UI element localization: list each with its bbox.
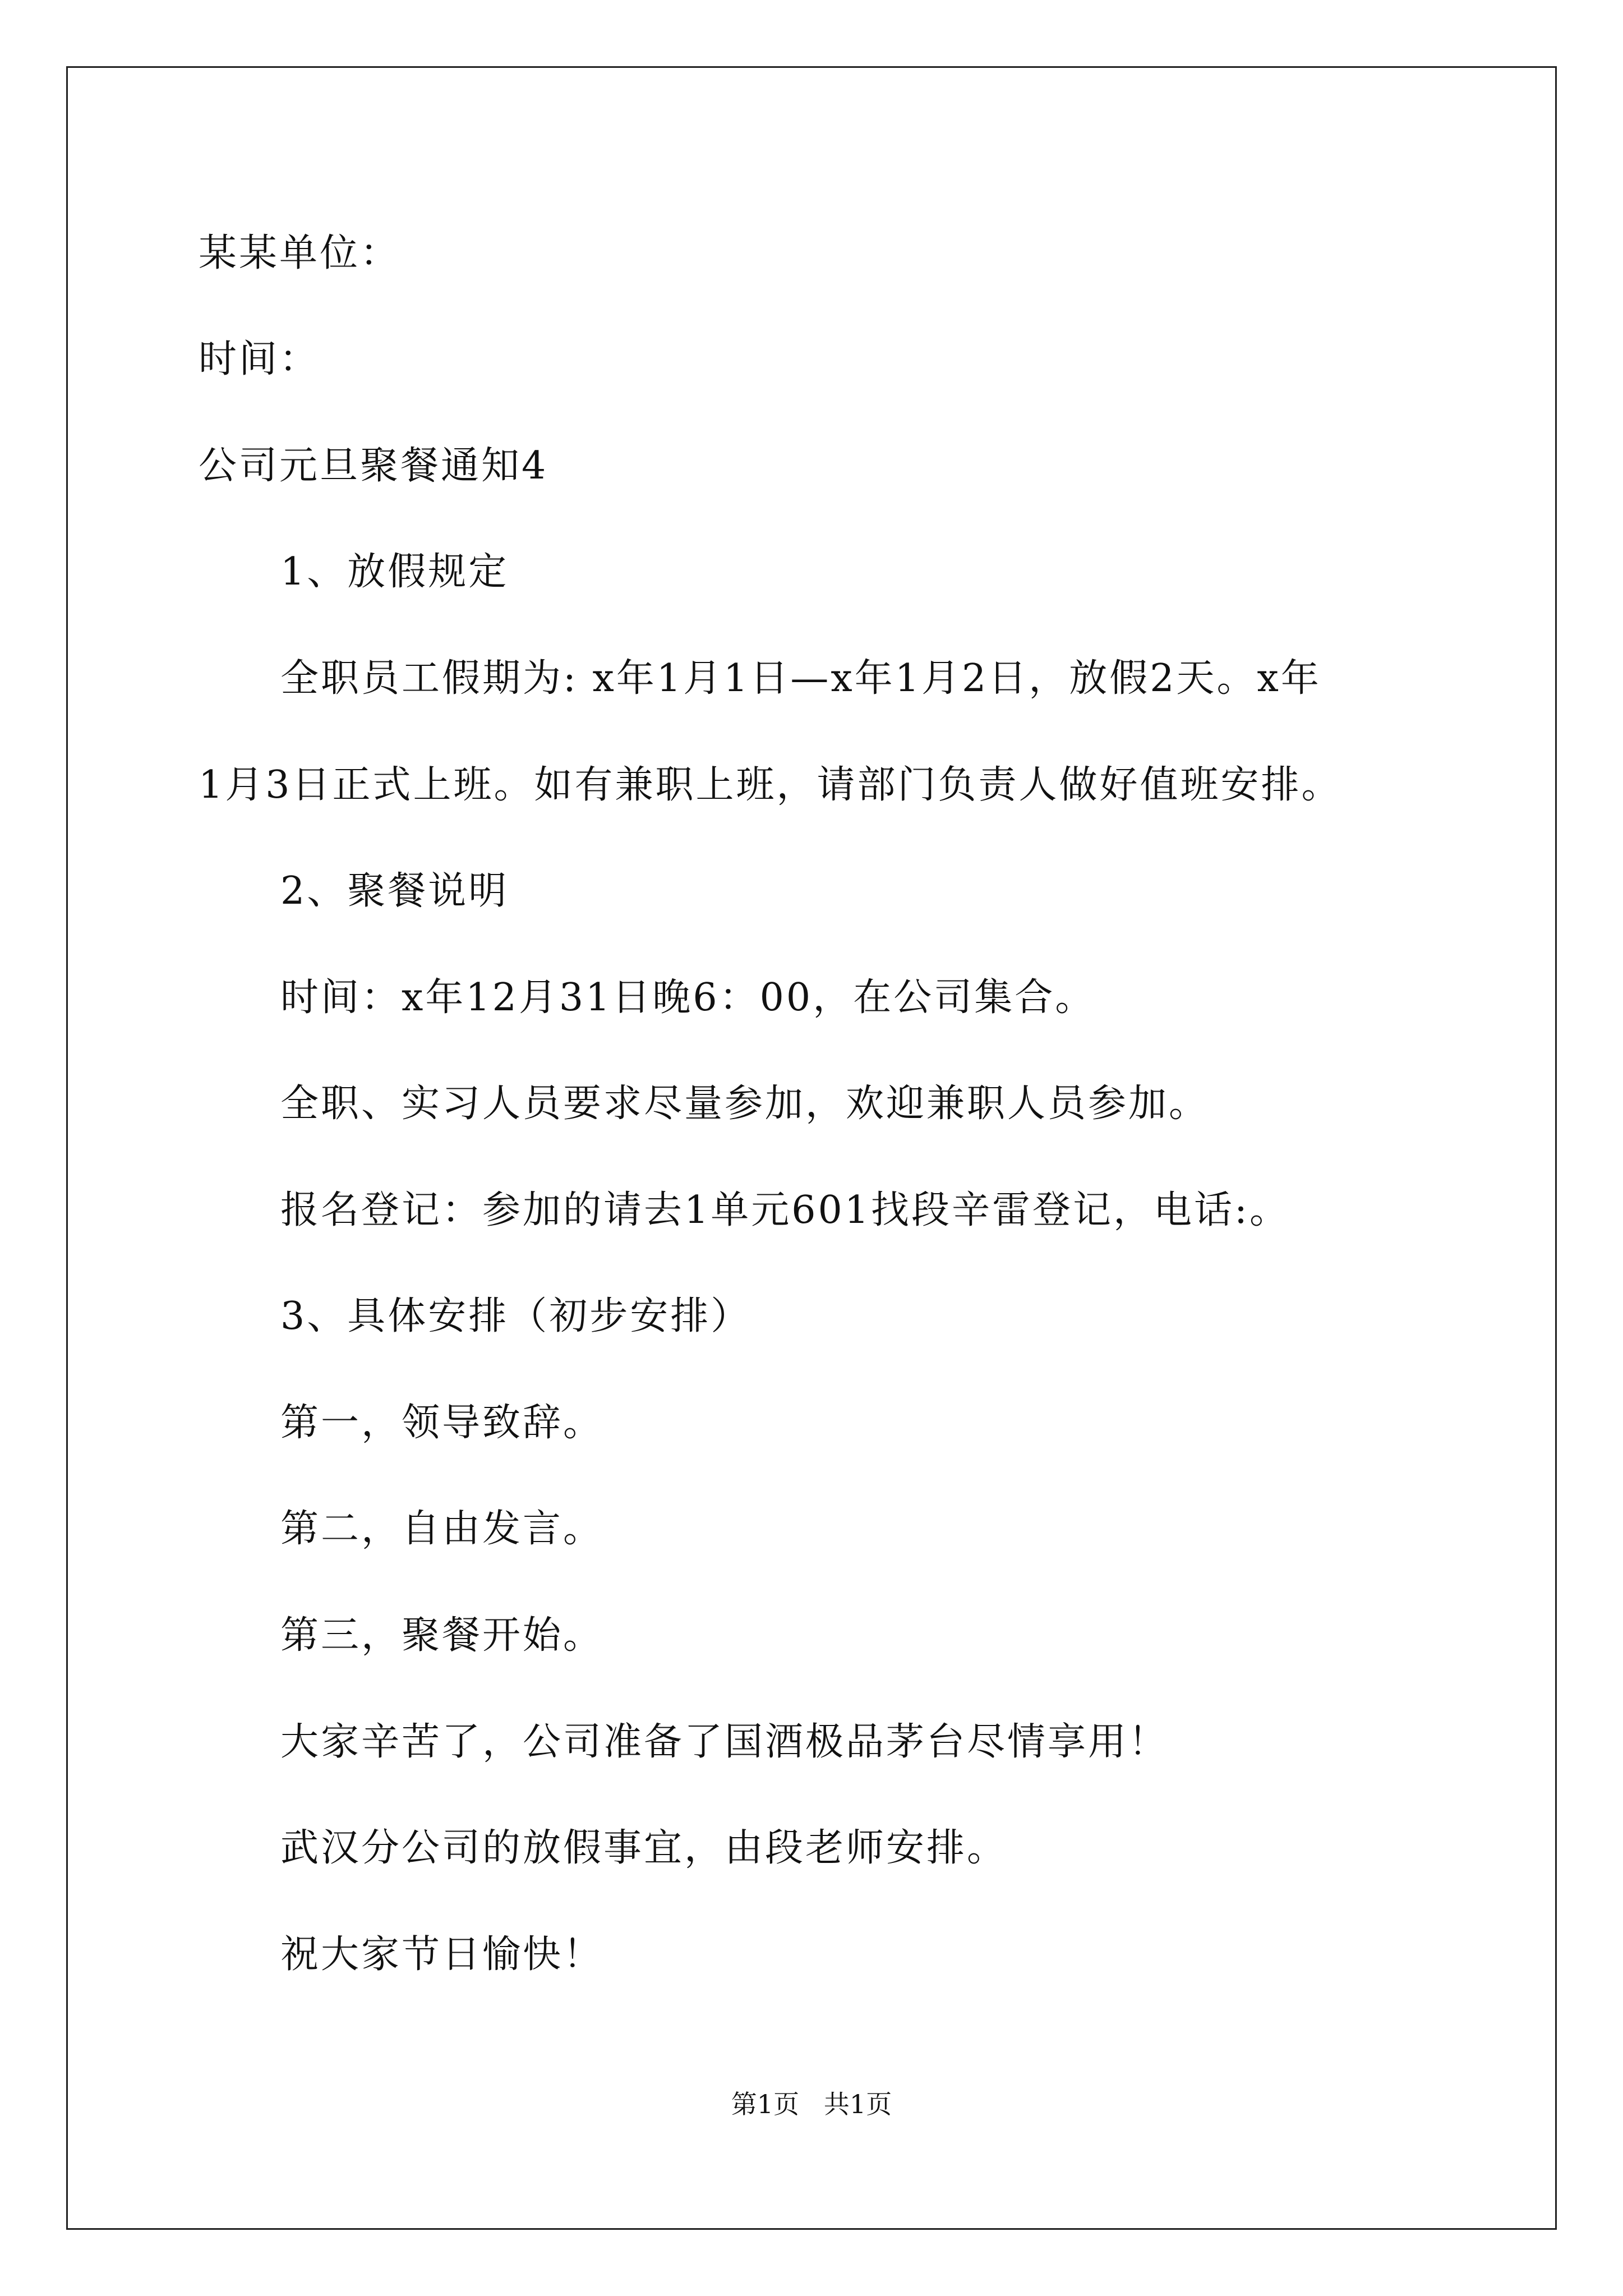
paragraph-line: 全职、实习人员要求尽量参加，欢迎兼职人员参加。 [280,1082,1210,1126]
list-item: 第二，自由发言。 [280,1507,604,1551]
section-heading-schedule: 3、具体安排（初步安排） [280,1294,751,1338]
paragraph-line: 大家辛苦了，公司准备了国酒极品茅台尽情享用！ [280,1720,1169,1764]
list-item: 第一，领导致辞。 [280,1401,604,1445]
closing-line: 祝大家节日愉快！ [280,1932,604,1977]
section-heading-holiday: 1、放假规定 [280,550,509,594]
page-footer: 第1页 共1页 [731,2089,892,2119]
time-line: 时间： [199,337,320,381]
addressee-line: 某某单位： [199,231,401,275]
paragraph-line: 1月3日正式上班。如有兼职上班，请部门负责人做好值班安排。 [199,763,1342,807]
list-item: 第三，聚餐开始。 [280,1613,604,1658]
section-heading-dinner: 2、聚餐说明 [280,869,509,913]
paragraph-line: 时间：x年12月31日晚6：00，在公司集合。 [280,976,1096,1020]
paragraph-line: 全职员工假期为: x年1月1日—x年1月2日，放假2天。x年 [280,656,1321,701]
notice-title: 公司元旦聚餐通知4 [199,444,548,488]
page-border [66,66,1557,2230]
paragraph-line: 报名登记：参加的请去1单元601找段辛雷登记，电话:。 [280,1188,1290,1232]
paragraph-line: 武汉分公司的放假事宜，由段老师安排。 [280,1826,1008,1870]
